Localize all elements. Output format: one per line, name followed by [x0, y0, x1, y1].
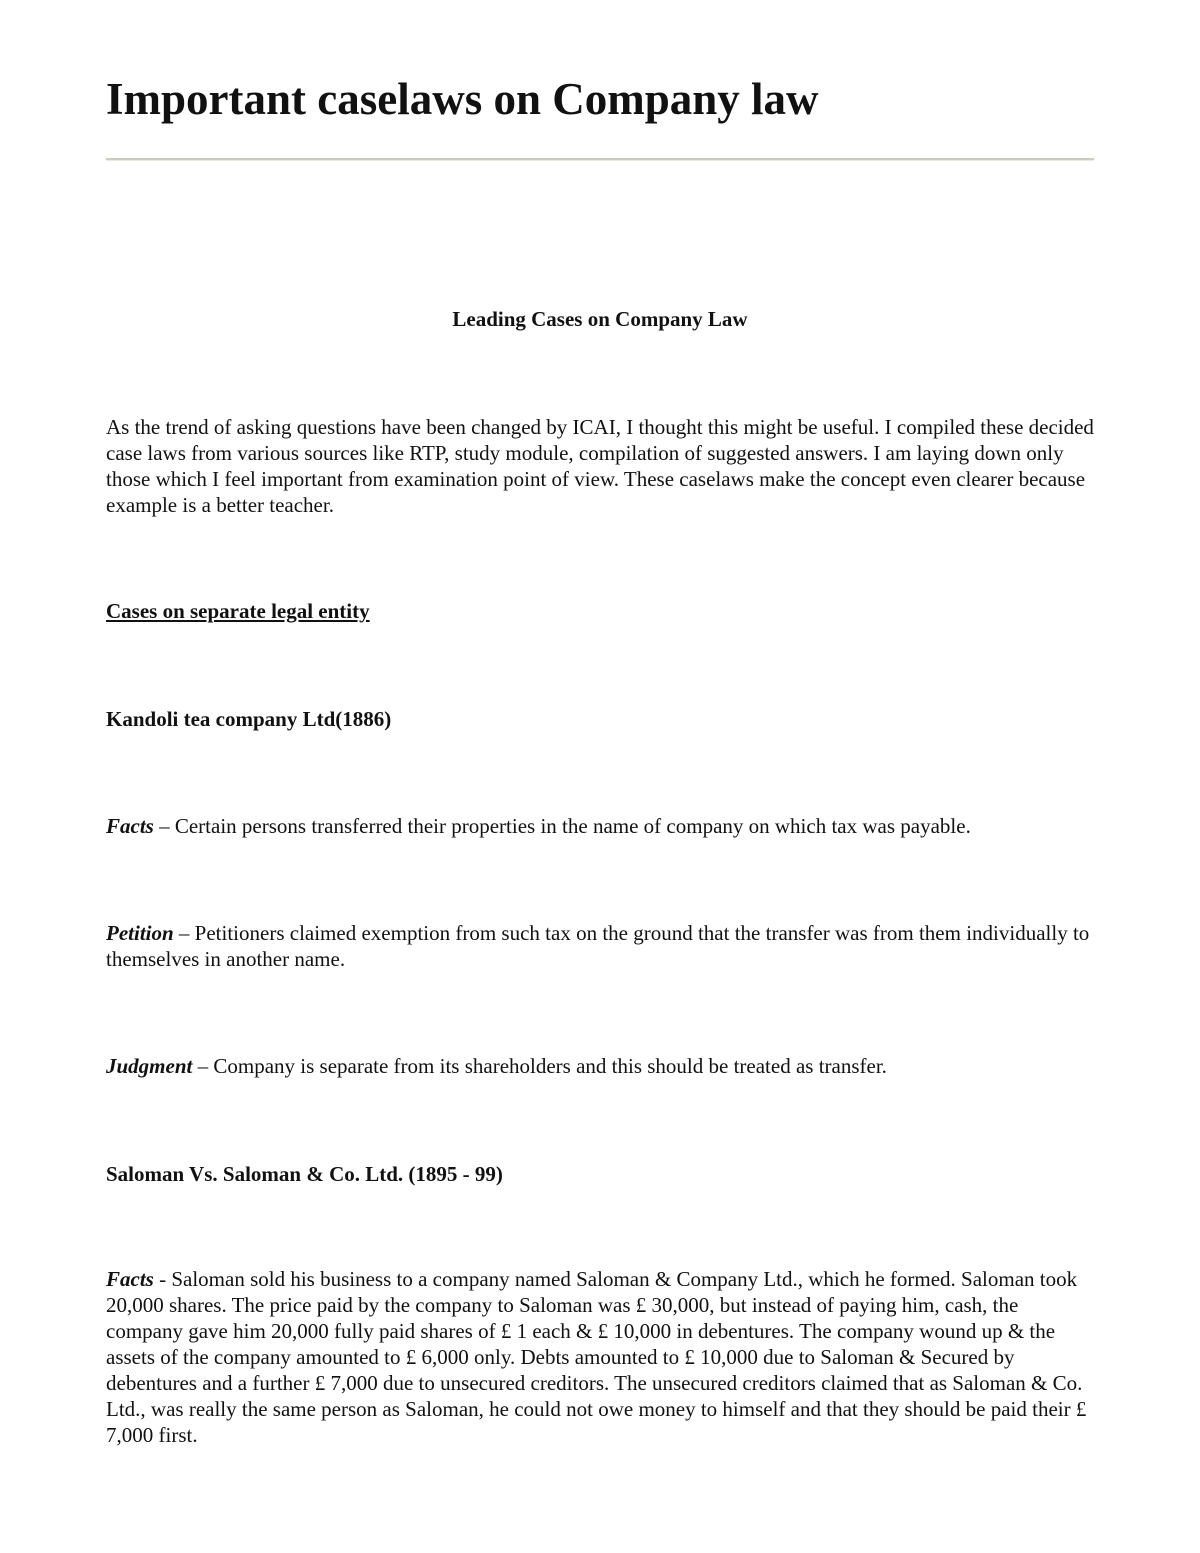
title-divider — [106, 158, 1094, 161]
judgment-label: Judgment — [106, 1054, 193, 1078]
document-title: Important caselaws on Company law — [106, 74, 819, 124]
petition-text: – Petitioners claimed exemption from such tax on the ground that the transfer was from them individually to themselves in another name. — [106, 921, 1090, 971]
case-kandoli-facts — [106, 813, 1094, 839]
intro-paragraph: As the trend of asking questions have been changed by ICAI, I thought this might be useful. I compiled these decided case laws from various sources like RTP, study module, compilation of suggested answers. I am laying down only those which I feel important from examination point of view. These caselaws make the concept even clearer because example is a better teacher. — [106, 415, 1094, 517]
judgment-text: – Company is separate from its shareholders and this should be treated as transfer. — [192, 1054, 887, 1078]
case-kandoli-petition — [106, 920, 1094, 972]
facts-text: – Certain persons transferred their properties in the name of company on which tax was payable. — [153, 814, 971, 838]
section-heading: Cases on separate legal entity — [106, 599, 370, 623]
case-heading-saloman: Saloman Vs. Saloman & Co. Ltd. (1895 - 99) — [106, 1162, 503, 1186]
case-kandoli-judgment — [106, 1053, 1094, 1079]
facts-text: - Saloman sold his business to a company named Saloman & Company Ltd., which he formed. Saloman took 20,000 shares. The price paid by the company to Saloman was £ 30,000, but instead of paying him, cash, the company gave him 20,000 fully paid shares of £ 1 each & £ 10,000 in debentures. The company wound up & the assets of the company amounted to £ 6,000 only. Debts amounted to £ 10,000 due to Saloman & Secured by debentures and a further £ 7,000 due to unsecured creditors. The unsecured creditors claimed that as Saloman & Co. Ltd., was really the same person as Saloman, he could not owe money to himself and that they should be paid their £ 7,000 first. — [106, 1267, 1087, 1447]
facts-label: Facts — [106, 814, 154, 838]
petition-label: Petition — [106, 921, 174, 945]
case-heading-kandoli: Kandoli tea company Ltd(1886) — [106, 707, 392, 731]
facts-label: Facts — [106, 1267, 154, 1291]
document-subtitle: Leading Cases on Company Law — [452, 307, 748, 331]
case-saloman-facts — [106, 1266, 1094, 1448]
